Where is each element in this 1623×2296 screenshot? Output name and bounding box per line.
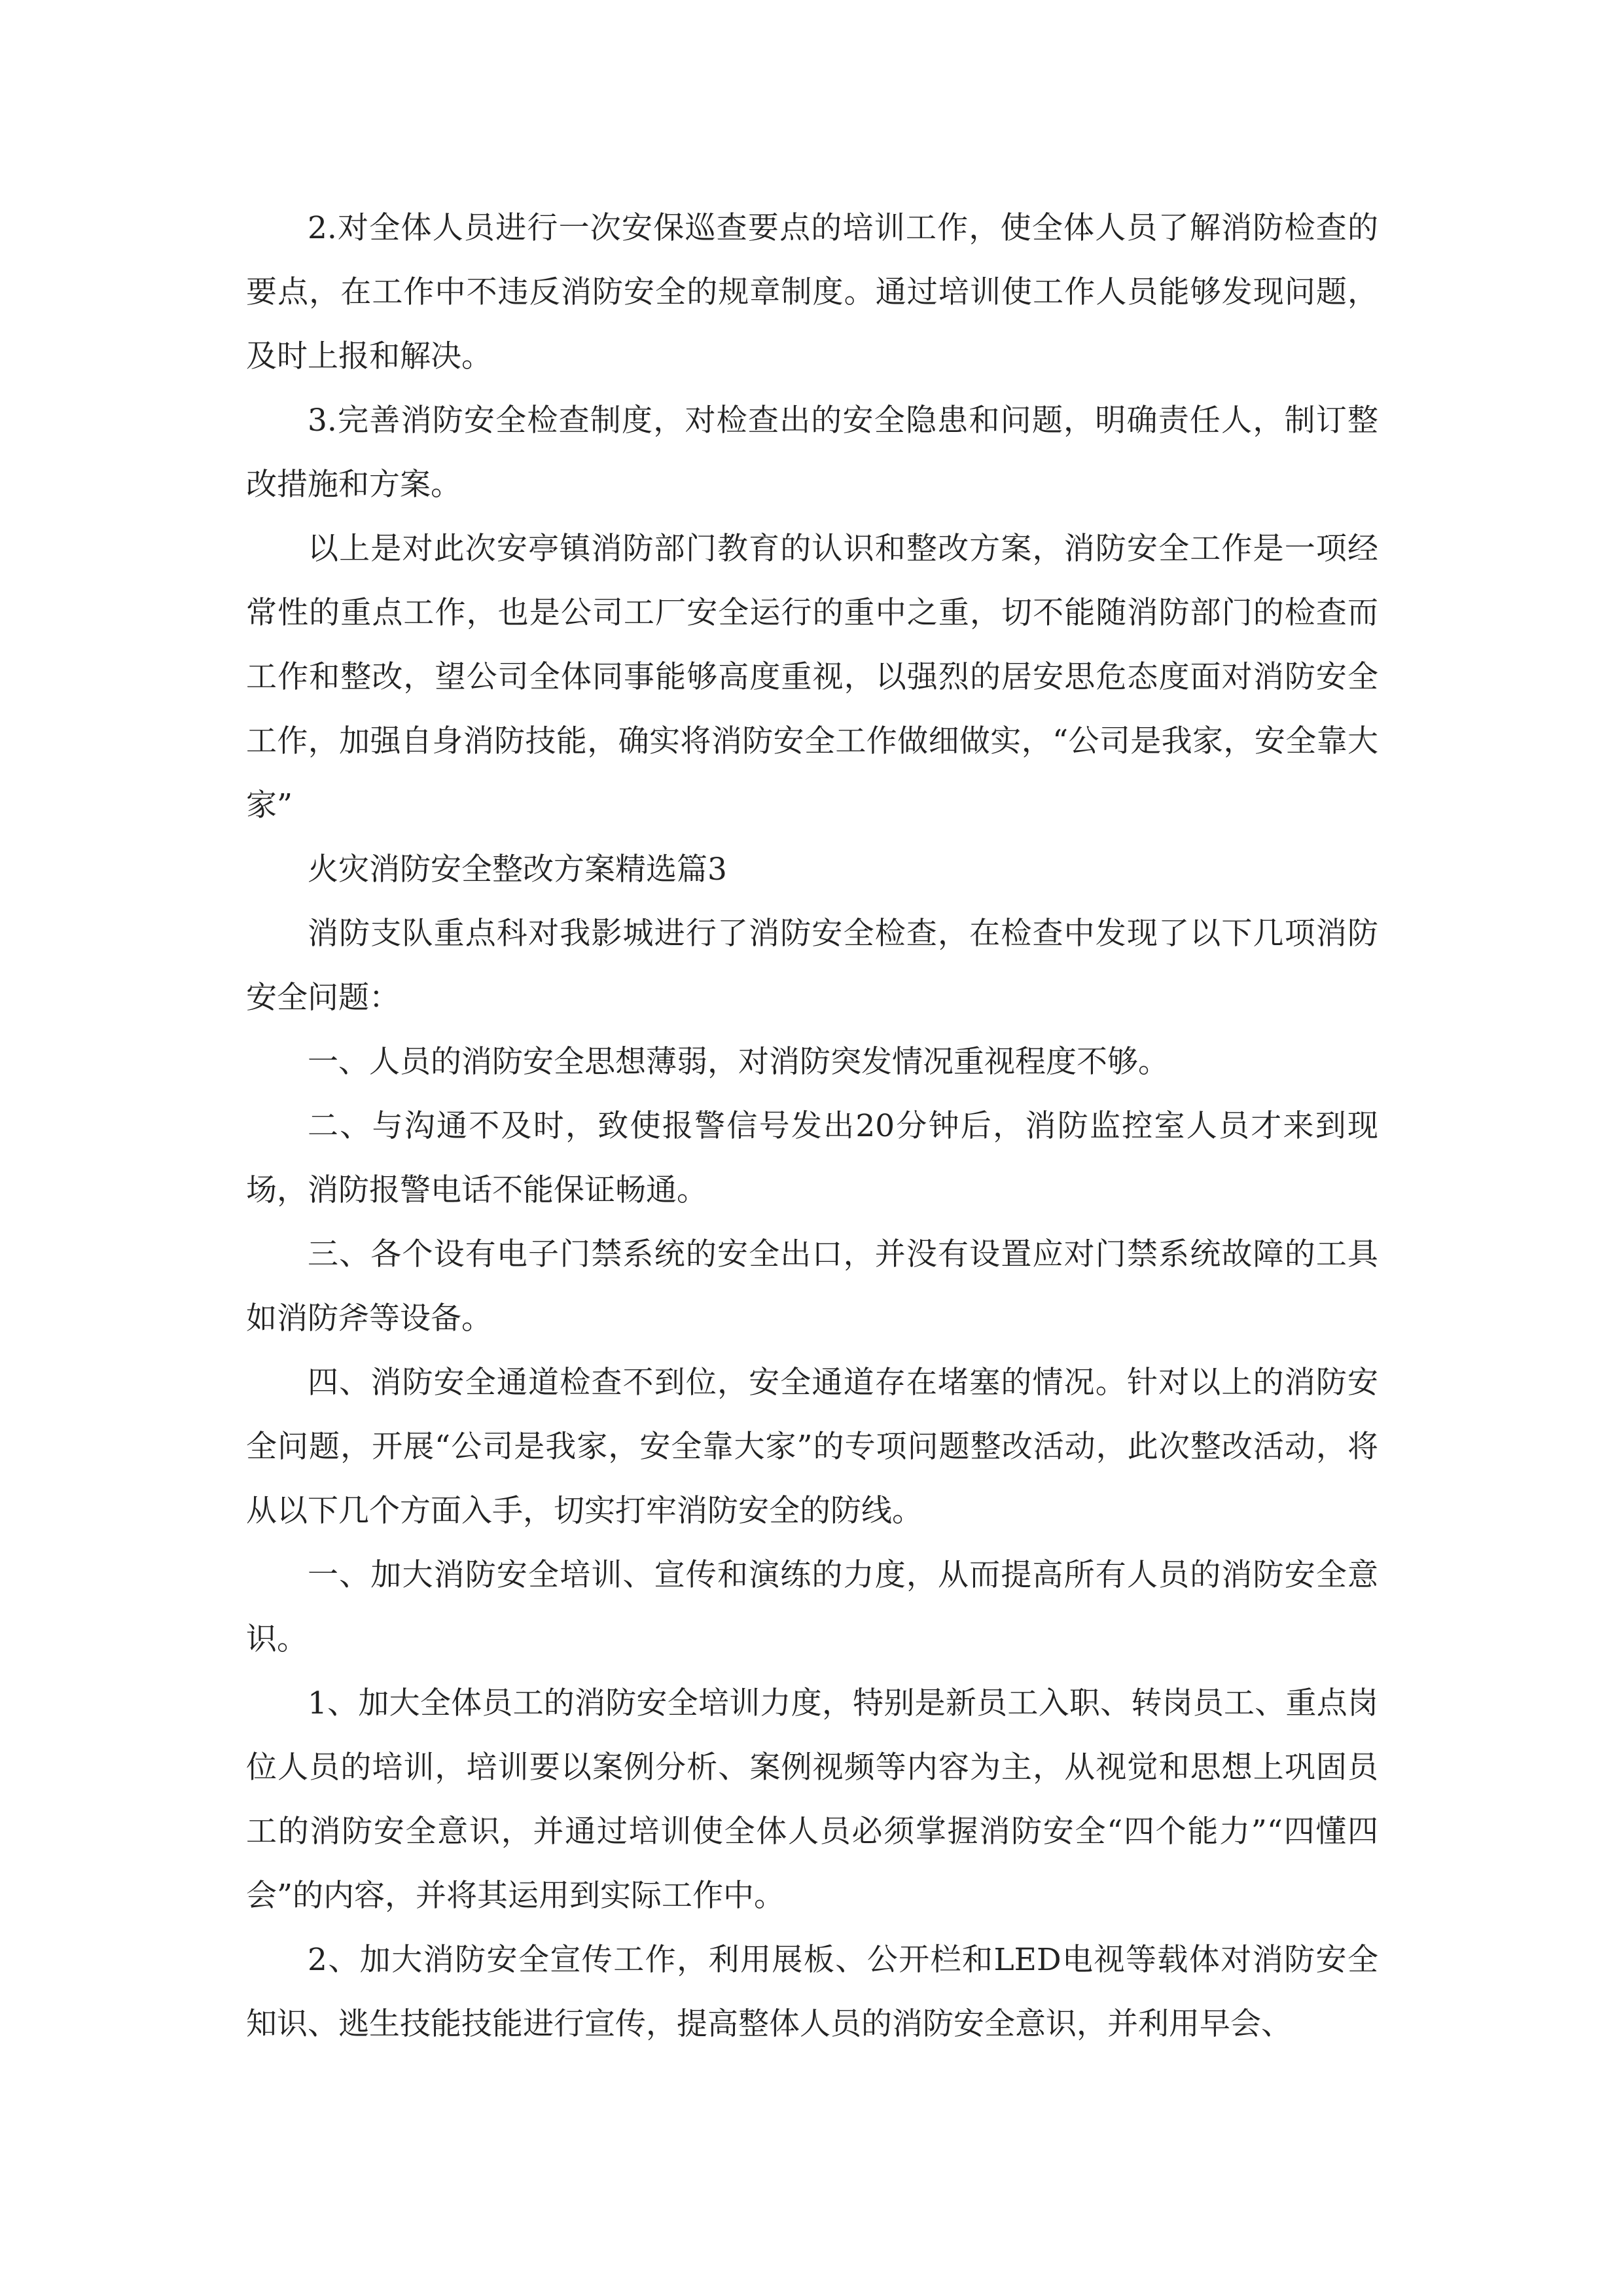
document-body xyxy=(246,196,1378,2056)
paragraph-problem-4: 四、消防安全通道检查不到位，安全通道存在堵塞的情况。针对以上的消防安全问题，开展“公司是我家，安全靠大家”的专项问题整改活动，此次整改活动，将从以下几个方面入手，切实打牢消防安全的防线。 xyxy=(246,1365,1378,1529)
paragraph-intro: 消防支队重点科对我影城进行了消防安全检查，在检查中发现了以下几项消防安全问题： xyxy=(246,916,1378,1016)
paragraph-measure-1-1: 1、加大全体员工的消防安全培训力度，特别是新员工入职、转岗员工、重点岗位人员的培训，培训要以案例分析、案例视频等内容为主，从视觉和思想上巩固员工的消防安全意识，并通过培训使全体人员必须掌握消防安全“四个能力”“四懂四会”的内容，并将其运用到实际工作中。 xyxy=(246,1685,1378,1914)
paragraph-inspection-item-3: 3.完善消防安全检查制度，对检查出的安全隐患和问题，明确责任人，制订整改措施和方案。 xyxy=(246,403,1378,503)
section-heading: 火灾消防安全整改方案精选篇3 xyxy=(308,852,727,888)
paragraph-summary: 以上是对此次安亭镇消防部门教育的认识和整改方案，消防安全工作是一项经常性的重点工作，也是公司工厂安全运行的重中之重，切不能随消防部门的检查而工作和整改，望公司全体同事能够高度重视，以强烈的居安思危态度面对消防安全工作，加强自身消防技能，确实将消防安全工作做细做实，“公司是我家，安全靠大家” xyxy=(246,531,1378,823)
paragraph-measure-1-2: 2、加大消防安全宣传工作，利用展板、公开栏和LED电视等载体对消防安全知识、逃生技能技能进行宣传，提高整体人员的消防安全意识，并利用早会、 xyxy=(246,1942,1378,2042)
paragraph-training-item-2: 2.对全体人员进行一次安保巡查要点的培训工作，使全体人员了解消防检查的要点，在工作中不违反消防安全的规章制度。通过培训使工作人员能够发现问题，及时上报和解决。 xyxy=(246,210,1378,374)
paragraph-problem-3: 三、各个设有电子门禁系统的安全出口，并没有设置应对门禁系统故障的工具如消防斧等设备。 xyxy=(246,1236,1378,1336)
paragraph-problem-2: 二、与沟通不及时，致使报警信号发出20分钟后，消防监控室人员才来到现场，消防报警电话不能保证畅通。 xyxy=(246,1108,1378,1208)
paragraph-measure-1: 一、加大消防安全培训、宣传和演练的力度，从而提高所有人员的消防安全意识。 xyxy=(246,1557,1378,1657)
paragraph-problem-1: 一、人员的消防安全思想薄弱，对消防突发情况重视程度不够。 xyxy=(308,1044,1169,1080)
